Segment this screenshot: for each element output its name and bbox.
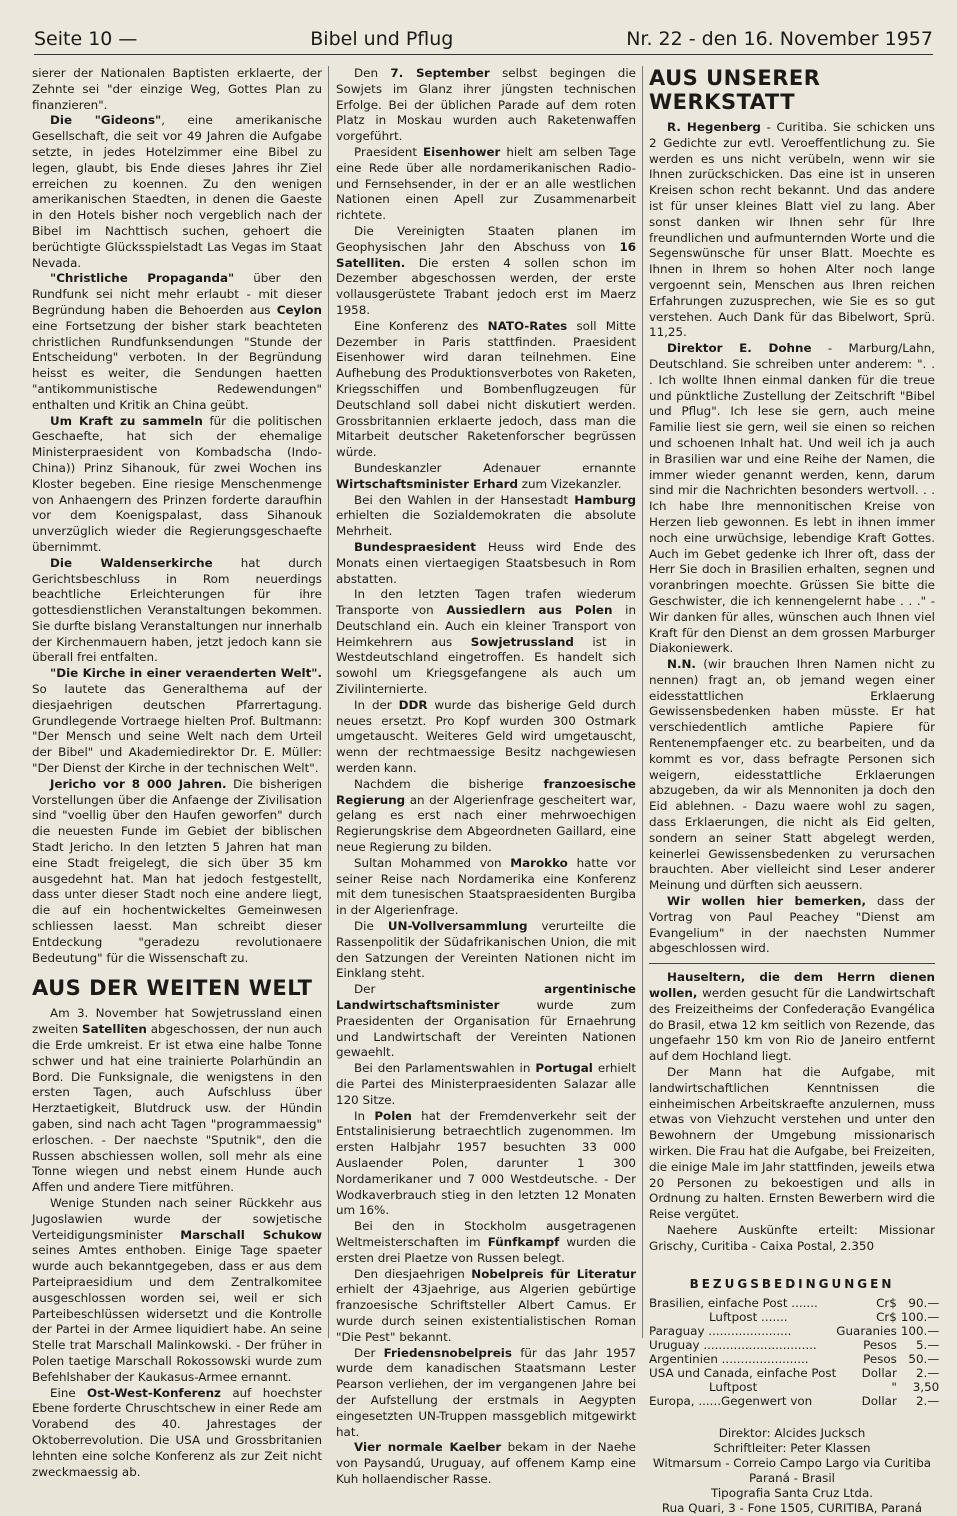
subscription-amt: 50.—	[908, 1352, 940, 1367]
article-paragraph: Bei den Wahlen in der Hansestadt Hamburg erhielten die Sozialdemokraten die absolute Mehrheit.	[336, 492, 636, 539]
issue-date: Nr. 22 - den 16. November 1957	[626, 28, 933, 50]
letter-paragraph: N.N. (wir brauchen Ihren Namen nicht zu nennen) fragt an, ob jemand wegen einer eidesstattlichen Erklaerung Gewissensbedenken haben müsste. Er hat verschiedentlich amtliche Papiere für Rentenempfaenger etc. zu bearbeiten, und da kommt es vor, dass befragte Personen sich weigern, eidesstattliche Erklaerungen abzugeben, da wir als Mennoniten ja doch den Eid ablehnen. - Dazu waere wohl zu sagen, dass Erklaerungen, die nicht als Eid gelten, sondern an seiner Statt abgelegt werden, keinerlei Gewissensbedenken zu verursachen brauchten. Aber vielleicht sind Leser anderer Meinung und dürften sich aeussern.	[649, 657, 935, 893]
article-paragraph: Bundespraesident Heuss wird Ende des Monats einen viertaegigen Staatsbesuch in Rom abstatten.	[336, 539, 636, 586]
article-paragraph: In den letzten Tagen trafen wiederum Transporte von Aussiedlern aus Polen in Deutschland ein. Auch ein kleiner Transport von Heimkehrern aus Sowjetrussland ist in Westdeutschland eingetroffen. Es handelt sich sowohl um Kriegsgefangene als auch um Zivilinternierte.	[336, 587, 636, 697]
section-heading: AUS DER WEITEN WELT	[32, 976, 313, 1001]
subscription-label: USA und Canada, einfache Post	[649, 1366, 837, 1381]
imprint-line: Witmarsum - Correio Campo Largo via Curitiba	[652, 1456, 932, 1471]
publication-title: Bibel und Pflug	[310, 28, 454, 50]
subscription-row	[649, 1296, 939, 1310]
subscription-row	[649, 1380, 939, 1394]
article-paragraph: sierer der Nationalen Baptisten erklaerte, der Zehnte sei "der einzige Weg, Gottes Plan zu finanzieren".	[32, 66, 322, 112]
notice-paragraph: Hauseltern, die dem Herrn dienen wollen, werden gesucht für die Landwirtschaft des Freizeitheims der Confederação Evangélica do Brasil, etwa 12 km seitlich von Rezende, das ungefaehr 150 km von Rio de Janeiro entfernt auf dem Hochland liegt.	[649, 970, 935, 1064]
article-paragraph: Den 7. September selbst begingen die Sowjets im Glanz ihrer jüngsten technischen Erfolge. Bei der üblichen Parade auf dem roten Platz in Moskau wurden auch Raketenwaffen vorgeführt.	[336, 66, 636, 144]
subscription-cur: Cr$	[876, 1310, 897, 1325]
imprint-line: Direktor: Alcides Jucksch	[718, 1426, 866, 1441]
article-paragraph: Jericho vor 8 000 Jahren. Die bisherigen Vorstellungen über die Anfaenge der Zivilisation sind "voellig über den Haufen geworfen" durch die neuesten Funde im Gebiet der biblischen Stadt Jericho. In den letzten 5 Jahren hat man eine Stadt freigelegt, die sich über 35 km ausgedehnt hat. Man hat jedoch festgestellt, dass unter dieser Stadt noch eine andere liegt, die auf ein hochentwickeltes Gemeinwesen schliessen laesst. Man schreibt dieser Entdeckung "geradezu revolutionaere Bedeutung" für die Wissenschaft zu.	[32, 776, 323, 965]
article-paragraph: Den diesjaehrigen Nobelpreis für Literatur erhielt der 43jaehrige, aus Algerien gebürtige franzoesische Schriftsteller Albert Camus. Er wurde durch seinen existentialistischen Roman "Die Pest" bekannt.	[336, 1266, 637, 1344]
subscription-row	[649, 1366, 939, 1380]
subscription-title: BEZUGSBEDINGUNGEN	[689, 1276, 895, 1291]
article-paragraph: Eine Konferenz des NATO-Rates soll Mitte Dezember in Paris stattfinden. Praesident Eisenhower wird daran teilnehmen. Eine Aufhebung des Produktionsverbotes von Raketen, Kriegsschiffen und Bombenflugzeugen für Deutschland soll dabei nicht diskutiert werden. Grossbritannien erklaerte jedoch, dass man die Mitarbeit deutscher Raketenforscher begrüssen würde.	[336, 318, 636, 460]
article-paragraph: Vier normale Kaelber bekam in der Naehe von Paysandú, Uruguay, auf offenem Kamp eine Kuh hollaendischer Rasse.	[336, 1440, 636, 1486]
column-2	[336, 66, 637, 1486]
subscription-amt: 5.—	[915, 1338, 940, 1353]
column-rule-1	[328, 66, 329, 1338]
article-paragraph: "Christliche Propaganda" über den Rundfunk sei nicht mehr erlaubt - mit dieser Begründung haben die Behoerden aus Ceylon eine Fortsetzung der bisher stark beachteten christlichen Rundfunksendungen "Stunde der Entscheidung" verboten. In der Begründung heisst es weiter, die Sendungen haetten "antikommunistische Redewendungen" enthalten und Kritik an China geübt.	[32, 271, 322, 412]
divider	[649, 963, 935, 964]
article-paragraph: Um Kraft zu sammeln für die politischen Geschaefte, hat sich der ehemalige Ministerpraesident von Kombadscha (Indo-China)) Prinz Sihanouk, für zwei Wochen ins Kloster begeben. Eine riesige Menschenmenge von Anhaengern des Prinzen forderte daraufhin vor dem Koenigspalast, dass Sihanouk unverzüglich wieder die Regierungsgeschaefte übernimmt.	[32, 413, 322, 554]
article-paragraph: Die Waldenserkirche hat durch Gerichtsbeschluss in Rom neuerdings beachtliche Erleichterungen für ihre gottesdienstlichen Veranstaltungen bekommen. Sie durfte bislang Veranstaltungen nur innerhalb der Kirchenmauern haben, jetzt jedoch kann sie überall frei entfalten.	[32, 555, 322, 665]
subscription-amt: 2.—	[915, 1394, 940, 1409]
article-paragraph: Praesident Eisenhower hielt am selben Tage eine Rede über alle nordamerikanischen Radio- und Fernsehsender, in der er an alle westlichen Nationen einen Apell zur Zusammenarbeit richtete.	[336, 144, 636, 223]
subscription-row	[649, 1310, 939, 1324]
letter-paragraph: Wir wollen hier bemerken, dass der Vortrag von Paul Peachey "Dienst am Evangelium" in der naechsten Nummer abgeschlossen wird.	[649, 894, 935, 956]
letter-paragraph: R. Hegenberg - Curitiba. Sie schicken uns 2 Gedichte zur evtl. Veroeffentlichung zu. Sie werden es uns nicht verübeln, wenn wir sie Ihnen zurückschicken. Das eine ist in unseren Kreisen schon recht bekannt. Und das andere ist für unser kleines Blatt viel zu lang. Aber sonst danken wir Ihnen sehr für Ihre freundlichen und aufmunternden Worte und die Segenswünsche für unser Blatt. Moechte es Ihnen in Ihrem so hohen Alter noch lange vergoennt sein, Menschen aus Ihren reichen Erfahrungen zuzusprechen, wie Sie es so gut verstehen. Auch Dank für das Bibelwort, Sprü. 11,25.	[649, 120, 935, 340]
subscription-cur: Pesos	[863, 1338, 897, 1353]
column-1	[32, 66, 323, 1479]
subscription-row	[649, 1338, 939, 1352]
article-paragraph: Die Vereinigten Staaten planen im Geophysischen Jahr den Abschuss von 16 Satelliten. Die ersten 4 sollen schon im Dezember abgeschossen werden, der erste vollausgerüstete Trabant jedoch erst im Maerz 1958.	[336, 223, 636, 317]
article-paragraph: Am 3. November hat Sowjetrussland einen zweiten Satelliten abgeschossen, der nun auch die Erde umkreist. Er ist etwa eine halbe Tonne schwer und hat eine trainierte Polarhündin an Bord. Die Funksignale, die wenigstens in den ersten Tagen, auch Aufschluss über Herztaetigkeit, Blutdruck usw. der Hündin gaben, sind nach acht Tagen "programmaessig" erloschen. - Der naechste "Sputnik", den die Russen abschiessen wollen, soll mehr als eine Tonne wiegen und nebst einem Hunde auch Affen und andere Tiere mitführen.	[32, 1006, 323, 1195]
subscription-row	[649, 1324, 939, 1338]
article-paragraph: "Die Kirche in einer veraenderten Welt". So lautete das Generalthema auf der diesjaehrigen deutschen Pfarrertagung. Grundlegende Vortraege hielten Prof. Bultmann: "Der Mensch und seine Welt nach dem Urteil der Bibel" und Akademiedirektor Dr. E. Müller: "Der Dienst der Kirche in der technischen Welt".	[32, 666, 322, 776]
subscription-cur: "	[891, 1380, 897, 1395]
article-paragraph: Der argentinische Landwirtschaftsminister wurde zum Praesidenten der Organisation für Ernaehrung und Landwirtschaft der Vereinten Nationen gewaehlt.	[336, 982, 636, 1060]
subscription-amt: 90.—	[908, 1296, 940, 1311]
subscription-label: Brasilien, einfache Post .......	[649, 1296, 818, 1311]
subscription-amt: 2.—	[915, 1366, 940, 1381]
imprint-line: Schriftleiter: Peter Klassen	[713, 1441, 871, 1456]
section-heading: AUS UNSERER WERKSTATT	[649, 66, 821, 114]
article-paragraph: Der Friedensnobelpreis für das Jahr 1957 wurde dem kanadischen Staatsmann Lester Pearson verliehen, der im vergangenen Jahre bei der Aufstellung der erstmals in Aegypten eingesetzten UN-Truppen massgeblich mitgewirkt hat.	[336, 1345, 636, 1439]
article-paragraph: Bei den Parlamentswahlen in Portugal erhielt die Partei des Ministerpraesidenten Salazar alle 120 Sitze.	[336, 1061, 636, 1107]
subscription-label: Luftpost .......	[709, 1310, 788, 1325]
subscription-label: Uruguay ..............................	[649, 1338, 817, 1353]
subscription-cur: Dollar	[861, 1366, 897, 1381]
letter-paragraph: Direktor E. Dohne - Marburg/Lahn, Deutschland. Sie schreiben unter anderem: ". . . Ich wollte Ihnen einmal danken für die treue und pünktliche Zustellung der Zeitschrift "Bibel und Pflug". Ich lese sie gern, auch meine Familie liest sie gern, weil sie einen so reichen und schoenen Inhalt hat. Und weil ich ja auch in Brasilien war und eine Reihe der Namen, die immer wieder genannt werden, kenn, darum sind mir die Nachrichten besonders wertvoll. . . Ich habe Ihre mennonitischen Kreise von Herzen lieb gewonnen. Es lebt in ihnen immer noch eine urwüchsige, lebendige Kraft Gottes. Auch im Gebet gedenke ich Ihrer oft, dass der Herr Sie doch in Brasilien erhalten, segnen und voranbringen moechte. Grüssen Sie bitte die Geschwister, die ich kennengelernt habe . . ." - Wir danken für alles, wünschen auch Ihnen viel Kraft für den Dienst an dem grossen Marburger Diakoniewerk.	[649, 341, 935, 656]
article-paragraph: Bundeskanzler Adenauer ernannte Wirtschaftsminister Erhard zum Vizekanzler.	[336, 460, 636, 491]
article-paragraph: Sultan Mohammed von Marokko hatte vor seiner Reise nach Nordamerika eine Konferenz mit dem tunesischen Staatspraesidenten Burgiba in der Algerienfrage.	[336, 855, 636, 918]
subscription-amt: 100.—	[900, 1310, 940, 1325]
imprint-line: Rua Quari, 3 - Fone 1505, CURITIBA, Paraná	[661, 1501, 923, 1516]
article-paragraph: Die UN-Vollversammlung verurteilte die Rassenpolitik der Südafrikanischen Union, die mit den Satzungen der Vereinten Nationen nicht im Einklang steht.	[336, 919, 636, 981]
subscription-cur: Guaranies	[836, 1324, 897, 1339]
subscription-label: Paraguay ......................	[649, 1324, 792, 1339]
subscription-label: Luftpost	[709, 1380, 758, 1395]
subscription-cur: Cr$	[876, 1296, 897, 1311]
article-paragraph: In Polen hat der Fremdenverkehr seit der Entstalinisierung betraechtlich zugenommen. Im ersten Halbjahr 1957 besuchten 33 000 Auslaender Polen, darunter 1 300 Nordamerikaner und 7 000 Westdeutsche. - Der Wodkaverbrauch stieg in den letzten 12 Monaten um 16%.	[336, 1108, 636, 1218]
column-3	[649, 66, 940, 1516]
subscription-row	[649, 1352, 939, 1366]
page-number: Seite 10 —	[34, 28, 138, 50]
article-paragraph: Bei den in Stockholm ausgetragenen Weltmeisterschaften im Fünfkampf wurden die ersten drei Plaetze von Russen belegt.	[336, 1219, 636, 1265]
subscription-label: Argentinien .......................	[649, 1352, 809, 1367]
page-header	[34, 16, 933, 55]
imprint-line: Paraná - Brasil	[749, 1471, 835, 1486]
article-paragraph: Eine Ost-West-Konferenz auf hoechster Ebene forderte Chruschtschew in einer Rede am Vorabend des 40. Jahrestages der Oktoberrevolution. Die USA und Grossbritanien lehnten eine solche Konferenz als zur Zeit nicht zweckmaessig ab.	[32, 1385, 322, 1479]
notice-paragraph: Naehere Auskünfte erteilt: Missionar Grischy, Curitiba - Caixa Postal, 2.350	[649, 1222, 935, 1253]
article-paragraph: Nachdem die bisherige franzoesische Regierung an der Algerienfrage gescheitert war, gelang es erst nach einer mehrwoechigen Regierungskrise dem Abgeordneten Gaillard, eine neue Regierung zu bilden.	[336, 776, 636, 855]
article-paragraph: In der DDR wurde das bisherige Geld durch neues ersetzt. Pro Kopf wurden 300 Ostmark umgetauscht. Weiteres Geld wird umgetauscht, wenn der rechtmaessige Besitz nachgewiesen werden kann.	[336, 697, 636, 776]
column-rule-2	[642, 66, 643, 1338]
subscription-table	[649, 1296, 939, 1408]
article-paragraph: Die "Gideons", eine amerikanische Gesellschaft, die seit vor 49 Jahren die Aufgabe setzte, in jedes Hotelzimmer eine Bibel zu legen, glaubt, bis Ende dieses Jahres ihr Ziel erreichen zu koennen. Zu den wenigen amerikanischen Staedten, in denen die Gaeste in den Hotels bisher noch vergeblich nach der Bibel im Nachttisch suchen, gehoert die berüchtigte Glücksspielstadt Las Vegas im Staat Nevada.	[32, 113, 322, 270]
imprint-line: Tipografia Santa Cruz Ltda.	[710, 1486, 874, 1501]
subscription-cur: Dollar	[861, 1394, 897, 1409]
notice-paragraph: Der Mann hat die Aufgabe, mit landwirtschaftlichen Kenntnissen die einheimischen Arbeitskraefte anzulernen, muss etwas von Viehzucht verstehen und unter den Bewohnern der Umgebung missionarisch wirken. Die Frau hat die Aufgabe, bei Freizeiten, die einige Male im Jahr stattfinden, jeweils etwa 20 Personen zu bekoestigen und alls in Ordnung zu halten. Ernsten Bewerbern wird die Reise vergütet.	[649, 1065, 935, 1222]
imprint	[649, 1426, 935, 1516]
subscription-amt: 3,50	[912, 1380, 940, 1395]
subscription-row	[649, 1394, 939, 1408]
article-paragraph: Wenige Stunden nach seiner Rückkehr aus Jugoslawien wurde der sowjetische Verteidigungsminister Marschall Schukow seines Amtes enthoben. Einige Tage spaeter wurde auch bekanntgegeben, dass er aus dem Parteipraesidium und dem Zentralkomitee ausgeschlossen worden sei, weil er sich Parteibeschlüssen widersetzt und die Kontrolle der Partei in der Armee liquidiert habe. An seine Stelle trat Marschall Malinkowski. - Der früher in Polen taetige Marschall Rokossowski wurde zum Befehlshaber der Kaukasus-Armee ernannt.	[32, 1195, 322, 1384]
subscription-label: Europa, ......Gegenwert von	[649, 1394, 813, 1409]
subscription-amt: 100.—	[900, 1324, 940, 1339]
subscription-cur: Pesos	[863, 1352, 897, 1367]
